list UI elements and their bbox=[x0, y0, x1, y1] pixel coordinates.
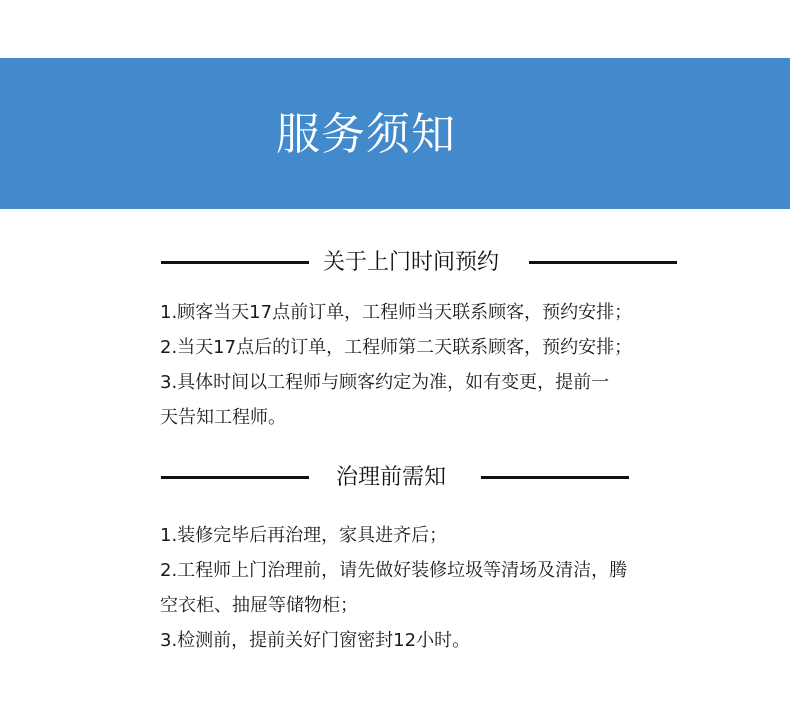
header-rule-right bbox=[481, 476, 629, 479]
list-item: 1.装修完毕后再治理，家具进齐后； bbox=[160, 525, 448, 546]
section-header-pretreatment bbox=[0, 463, 790, 493]
header-rule-left bbox=[161, 261, 309, 264]
section-title: 治理前需知 bbox=[336, 465, 447, 490]
section-header-appointment bbox=[0, 248, 790, 278]
list-item: 2.工程师上门治理前，请先做好装修垃圾等清场及清洁，腾 bbox=[160, 560, 628, 581]
section-title: 关于上门时间预约 bbox=[323, 250, 500, 275]
header-rule-left bbox=[161, 476, 309, 479]
header-rule-right bbox=[529, 261, 677, 264]
list-item: 1.顾客当天17点前订单，工程师当天联系顾客，预约安排； bbox=[160, 302, 633, 323]
page-title: 服务须知 bbox=[276, 109, 456, 160]
list-item: 空衣柜、抽屉等储物柜； bbox=[160, 595, 358, 616]
list-item: 天告知工程师。 bbox=[160, 407, 286, 428]
list-item: 2.当天17点后的订单，工程师第二天联系顾客，预约安排； bbox=[160, 337, 633, 358]
pretreatment-notes bbox=[160, 518, 700, 658]
appointment-notes bbox=[160, 295, 700, 435]
list-item: 3.具体时间以工程师与顾客约定为准，如有变更，提前一 bbox=[160, 372, 610, 393]
list-item: 3.检测前，提前关好门窗密封12小时。 bbox=[160, 630, 471, 651]
